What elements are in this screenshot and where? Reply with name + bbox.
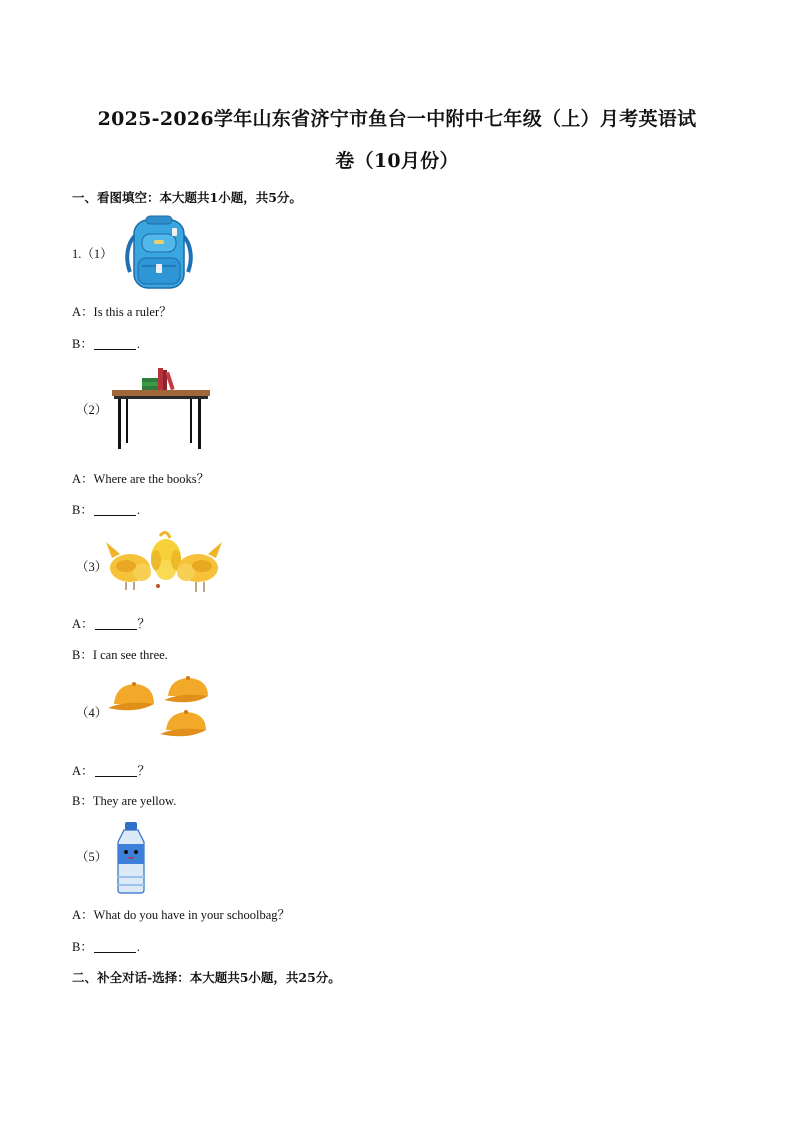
line-ending: . — [136, 337, 140, 351]
line-ending: . — [136, 940, 140, 954]
q1-1-question-text: Is this a ruler？ — [93, 305, 172, 319]
q1-4-answer-text: They are yellow. — [92, 794, 177, 808]
speaker-a-label: A： — [72, 908, 94, 922]
document-title-line-1: 2025-2026学年山东省济宁市鱼台一中附中七年级（上）月考英语试 — [97, 108, 697, 130]
speaker-a-label: A： — [72, 305, 94, 319]
q1-4-line-a — [72, 761, 150, 779]
speaker-a-label: A： — [72, 764, 94, 778]
q1-2-line-b — [72, 500, 140, 518]
three-caps-icon — [106, 674, 216, 748]
speaker-a-label: A： — [72, 617, 94, 631]
question-4-label: （4） — [76, 706, 108, 720]
speaker-b-label: B： — [72, 503, 93, 517]
section-1-heading: 一、看图填空：本大题共1小题，共5分。 — [72, 190, 302, 205]
books-on-desk-icon — [110, 364, 214, 458]
q1-5-line-b — [72, 937, 140, 955]
speaker-b-label: B： — [72, 648, 93, 662]
q1-3-line-b — [72, 645, 168, 663]
speaker-a-label: A： — [72, 472, 94, 486]
speaker-b-label: B： — [72, 337, 93, 351]
q1-4-line-b — [72, 791, 176, 809]
q1-3-answer-text: I can see three. — [92, 648, 168, 662]
three-birds-icon — [104, 528, 224, 602]
question-1-label: 1.（1） — [72, 247, 113, 261]
schoolbag-icon — [120, 214, 198, 296]
answer-blank[interactable] — [95, 764, 137, 777]
water-bottle-icon — [112, 820, 150, 898]
section-2-heading: 二、补全对话-选择：本大题共5小题，共25分。 — [72, 970, 341, 985]
answer-blank[interactable] — [94, 337, 136, 350]
q1-1-line-a — [72, 302, 172, 320]
q1-2-line-a — [72, 469, 209, 487]
q1-5-question-text: What do you have in your schoolbag？ — [93, 908, 291, 922]
line-ending: . — [136, 503, 140, 517]
question-2-label: （2） — [76, 403, 108, 417]
line-ending: ？ — [137, 764, 151, 778]
answer-blank[interactable] — [94, 940, 136, 953]
question-3-label: （3） — [76, 560, 108, 574]
q1-5-line-a — [72, 905, 290, 923]
question-5-label: （5） — [76, 850, 108, 864]
speaker-b-label: B： — [72, 794, 93, 808]
q1-2-question-text: Where are the books？ — [93, 472, 210, 486]
q1-1-line-b — [72, 334, 140, 352]
answer-blank[interactable] — [94, 503, 136, 516]
speaker-b-label: B： — [72, 940, 93, 954]
q1-3-line-a — [72, 614, 150, 632]
answer-blank[interactable] — [95, 617, 137, 630]
line-ending: ？ — [137, 617, 151, 631]
document-title-line-2: 卷（10月份） — [335, 150, 459, 172]
